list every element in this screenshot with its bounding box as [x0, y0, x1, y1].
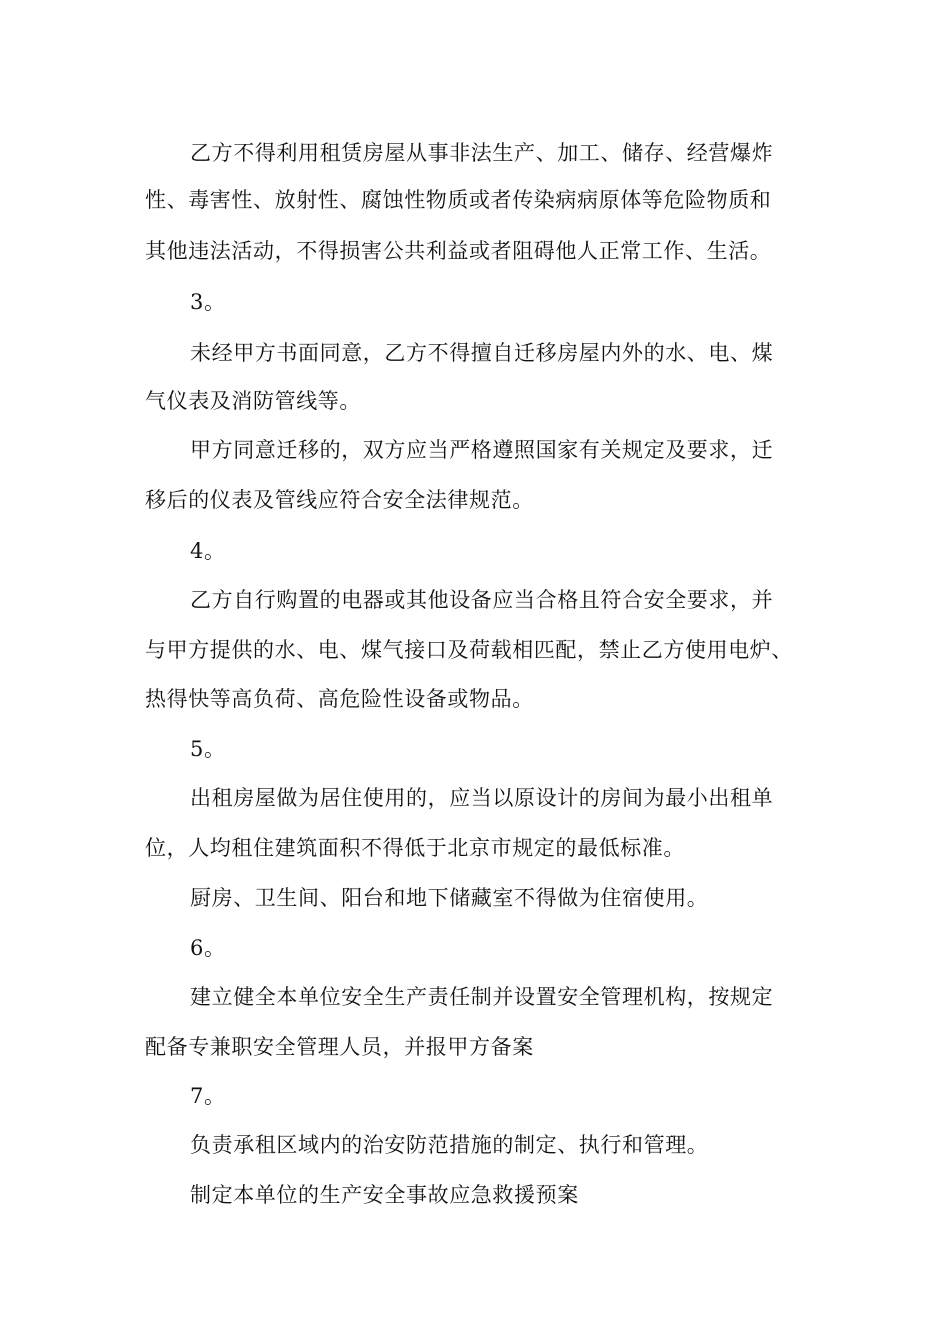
text-line: 未经甲方书面同意，乙方不得擅自迁移房屋内外的水、电、煤	[190, 341, 774, 365]
text-line: 负责承租区域内的治安防范措施的制定、执行和管理。	[190, 1133, 709, 1157]
section-number: 5。	[190, 737, 226, 761]
text-line: 性、毒害性、放射性、腐蚀性物质或者传染病病原体等危险物质和	[145, 188, 772, 212]
section-number: 4。	[190, 539, 226, 563]
text-line: 热得快等高负荷、高危险性设备或物品。	[145, 687, 534, 711]
section-number: 6。	[190, 936, 226, 960]
text-line: 制定本单位的生产安全事故应急救援预案	[190, 1183, 579, 1207]
text-line: 甲方同意迁移的，双方应当严格遵照国家有关规定及要求，迁	[190, 438, 774, 462]
text-line: 移后的仪表及管线应符合安全法律规范。	[145, 488, 534, 512]
section-number: 7。	[190, 1084, 226, 1108]
text-line: 建立健全本单位安全生产责任制并设置安全管理机构，按规定	[190, 985, 774, 1009]
text-line: 配备专兼职安全管理人员，并报甲方备案	[145, 1035, 534, 1059]
text-line: 位，人均租住建筑面积不得低于北京市规定的最低标准。	[145, 836, 685, 860]
text-line: 出租房屋做为居住使用的，应当以原设计的房间为最小出租单	[190, 786, 774, 810]
text-line: 其他违法活动，不得损害公共利益或者阻碍他人正常工作、生活。	[145, 239, 772, 263]
text-line: 与甲方提供的水、电、煤气接口及荷载相匹配，禁止乙方使用电炉、	[145, 638, 793, 662]
section-number: 3。	[190, 290, 226, 314]
text-line: 乙方不得利用租赁房屋从事非法生产、加工、储存、经营爆炸	[190, 141, 774, 165]
text-line: 乙方自行购置的电器或其他设备应当合格且符合安全要求，并	[190, 588, 774, 612]
text-line: 厨房、卫生间、阳台和地下储藏室不得做为住宿使用。	[190, 886, 709, 910]
text-line: 气仪表及消防管线等。	[145, 389, 361, 413]
